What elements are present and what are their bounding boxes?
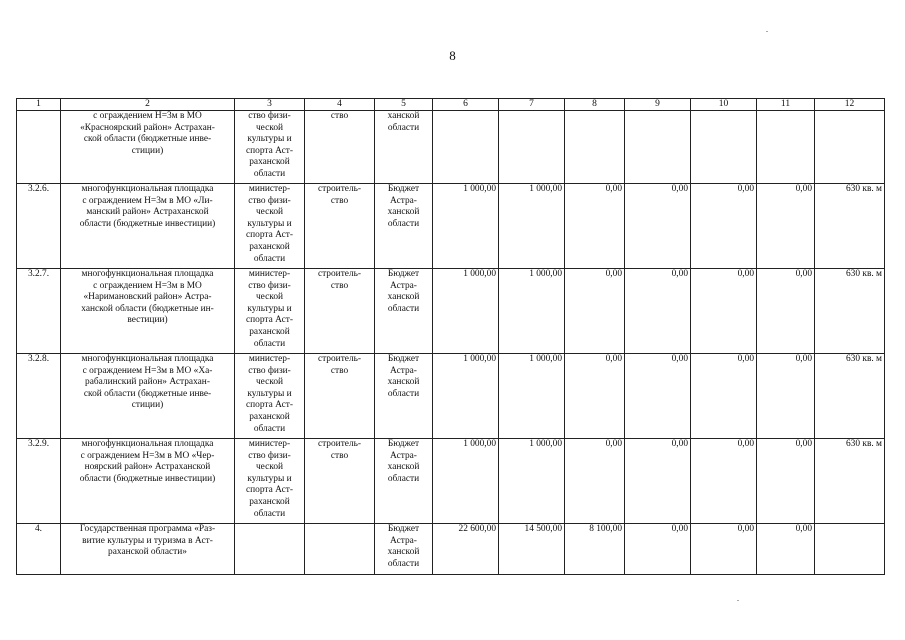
row-value: 0,00 [757,184,815,269]
budget-table [16,98,885,575]
row-number: 3.2.9. [17,439,61,524]
row-value [815,111,885,184]
scan-speck [766,31,768,32]
table-row [17,524,885,575]
row-name: многофункциональная площадка с ограждением Н=3м в МО «Чер- ноярский район» Астраханской области (бюджетные инвестиции) [61,439,235,524]
row-value: 8 100,00 [565,524,625,575]
row-value [691,111,757,184]
row-value: 1 000,00 [499,184,565,269]
row-value: 0,00 [691,354,757,439]
col-header: 4 [305,99,375,111]
row-name: с ограждением Н=3м в МО «Красноярский район» Астрахан- ской области (бюджетные инве- стиции) [61,111,235,184]
row-value: 0,00 [691,269,757,354]
row-value: 1 000,00 [499,269,565,354]
page-number: 8 [449,48,456,63]
row-value: 22 600,00 [433,524,499,575]
row-value: 630 кв. м [815,184,885,269]
row-value: 0,00 [757,439,815,524]
table-row [17,439,885,524]
row-name: многофункциональная площадка с ограждением Н=3м в МО «Ха- рабалинский район» Астрахан- ской области (бюджетные инве- стиции) [61,354,235,439]
row-value: 0,00 [757,524,815,575]
row-value [433,111,499,184]
row-executor: министер- ство физи- ческой культуры и спорта Аст- раханской области [235,354,305,439]
row-number [17,111,61,184]
col-header: 6 [433,99,499,111]
row-executor: министер- ство физи- ческой культуры и спорта Аст- раханской области [235,184,305,269]
row-type: строитель- ство [305,269,375,354]
row-name: Государственная программа «Раз- витие культуры и туризма в Аст- раханской области» [61,524,235,575]
row-value: 630 кв. м [815,354,885,439]
row-type: строитель- ство [305,439,375,524]
row-value: 0,00 [625,439,691,524]
col-header: 10 [691,99,757,111]
col-header: 3 [235,99,305,111]
row-source: Бюджет Астра- ханской области [375,524,433,575]
table-row [17,184,885,269]
row-executor: министер- ство физи- ческой культуры и спорта Аст- раханской области [235,269,305,354]
row-value: 0,00 [565,439,625,524]
row-value: 1 000,00 [433,269,499,354]
row-value: 1 000,00 [433,354,499,439]
row-value: 0,00 [625,269,691,354]
scan-speck [737,600,739,601]
row-value [565,111,625,184]
row-value: 0,00 [625,184,691,269]
row-value: 0,00 [691,524,757,575]
row-type: ство [305,111,375,184]
row-source: Бюджет Астра- ханской области [375,269,433,354]
row-value [757,111,815,184]
col-header: 11 [757,99,815,111]
row-executor: ство физи- ческой культуры и спорта Аст- раханской области [235,111,305,184]
row-executor [235,524,305,575]
row-name: многофункциональная площадка с ограждением Н=3м в МО «Ли- манский район» Астраханской области (бюджетные инвестиции) [61,184,235,269]
col-header: 2 [61,99,235,111]
row-value: 0,00 [625,354,691,439]
row-value: 0,00 [565,269,625,354]
row-type [305,524,375,575]
col-header: 12 [815,99,885,111]
row-type: строитель- ство [305,184,375,269]
row-value: 630 кв. м [815,269,885,354]
row-number: 4. [17,524,61,575]
row-value: 1 000,00 [433,184,499,269]
row-value: 0,00 [757,354,815,439]
row-value [815,524,885,575]
col-header: 5 [375,99,433,111]
col-header: 9 [625,99,691,111]
row-value: 0,00 [691,439,757,524]
row-value: 0,00 [625,524,691,575]
row-value: 14 500,00 [499,524,565,575]
row-value [625,111,691,184]
table-row [17,111,885,184]
row-value: 0,00 [565,184,625,269]
row-value: 0,00 [565,354,625,439]
row-source: Бюджет Астра- ханской области [375,184,433,269]
header-row [17,99,885,111]
row-type: строитель- ство [305,354,375,439]
row-value: 1 000,00 [433,439,499,524]
row-value [499,111,565,184]
row-value: 0,00 [757,269,815,354]
col-header: 7 [499,99,565,111]
col-header: 1 [17,99,61,111]
table-row [17,269,885,354]
row-number: 3.2.6. [17,184,61,269]
row-value: 630 кв. м [815,439,885,524]
row-value: 1 000,00 [499,439,565,524]
row-executor: министер- ство физи- ческой культуры и спорта Аст- раханской области [235,439,305,524]
row-number: 3.2.8. [17,354,61,439]
row-value: 1 000,00 [499,354,565,439]
table-row [17,354,885,439]
row-number: 3.2.7. [17,269,61,354]
row-source: Бюджет Астра- ханской области [375,439,433,524]
row-source: Бюджет Астра- ханской области [375,354,433,439]
row-name: многофункциональная площадка с ограждением Н=3м в МО «Наримановский район» Астра- ханской области (бюджетные ин- вестиции) [61,269,235,354]
col-header: 8 [565,99,625,111]
row-source: ханской области [375,111,433,184]
row-value: 0,00 [691,184,757,269]
